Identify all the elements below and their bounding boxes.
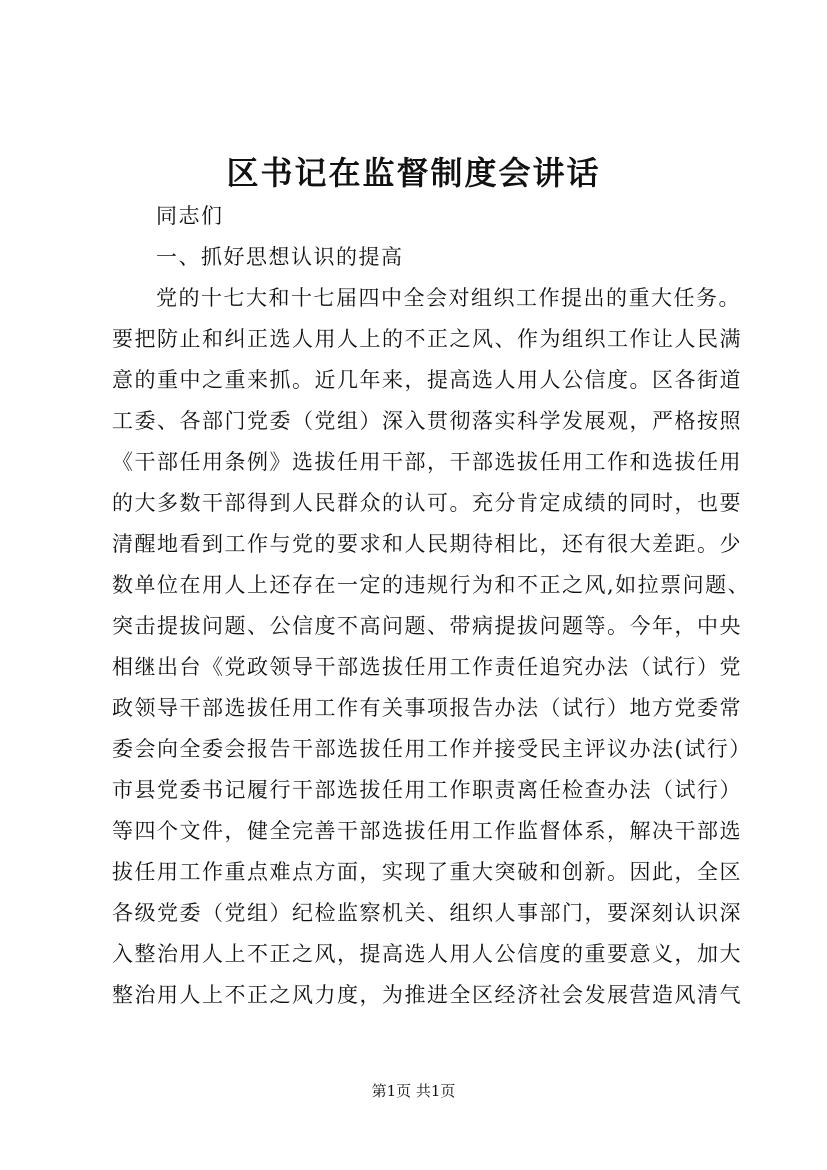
paragraph-line: 各级党委（党组）纪检监察机关、组织人事部门，要深刻认识深 [112, 901, 742, 925]
section-heading: 一、抓好思想认识的提高 [156, 245, 404, 269]
paragraph-line: 突击提拔问题、公信度不高问题、带病提拔问题等。今年，中央 [112, 614, 742, 638]
paragraph-line: 委会向全委会报告干部选拔任用工作并接受民主评议办法(试行） [112, 737, 752, 761]
paragraph-line: 工委、各部门党委（党组）深入贯彻落实科学发展观，严格按照 [112, 409, 742, 433]
paragraph-line: 党的十七大和十七届四中全会对组织工作提出的重大任务。 [156, 286, 741, 310]
paragraph-line: 市县党委书记履行干部选拔任用工作职责离任检查办法（试行） [112, 778, 742, 802]
paragraph-line: 等四个文件，健全完善干部选拔任用工作监督体系，解决干部选 [112, 819, 742, 843]
document-title: 区书记在监督制度会讲话 [226, 154, 601, 192]
paragraph-line: 政领导干部选拔任用工作有关事项报告办法（试行）地方党委常 [112, 696, 742, 720]
paragraph-line: 整治用人上不正之风力度，为推进全区经济社会发展营造风清气 [112, 983, 742, 1007]
paragraph-line: 的大多数干部得到人民群众的认可。充分肯定成绩的同时，也要 [112, 491, 742, 515]
page-footer: 第1页 共1页 [371, 1082, 456, 1100]
paragraph-line: 数单位在用人上还存在一定的违规行为和不正之风,如拉票问题、 [112, 573, 751, 597]
paragraph-line: 清醒地看到工作与党的要求和人民期待相比，还有很大差距。少 [112, 532, 742, 556]
paragraph-line: 要把防止和纠正选人用人上的不正之风、作为组织工作让人民满 [112, 327, 742, 351]
document-body [112, 196, 752, 1016]
paragraph-line: 《干部任用条例》选拔任用干部，干部选拔任用工作和选拔任用 [112, 450, 742, 474]
salutation: 同志们 [156, 204, 224, 228]
paragraph-line: 入整治用人上不正之风，提高选人用人公信度的重要意义，加大 [112, 942, 742, 966]
paragraph-line: 意的重中之重来抓。近几年来，提高选人用人公信度。区各街道 [112, 368, 742, 392]
paragraph [112, 278, 752, 1016]
paragraph-line: 相继出台《党政领导干部选拔任用工作责任追究办法（试行）党 [112, 655, 742, 679]
paragraph-line: 拔任用工作重点难点方面，实现了重大突破和创新。因此，全区 [112, 860, 742, 884]
